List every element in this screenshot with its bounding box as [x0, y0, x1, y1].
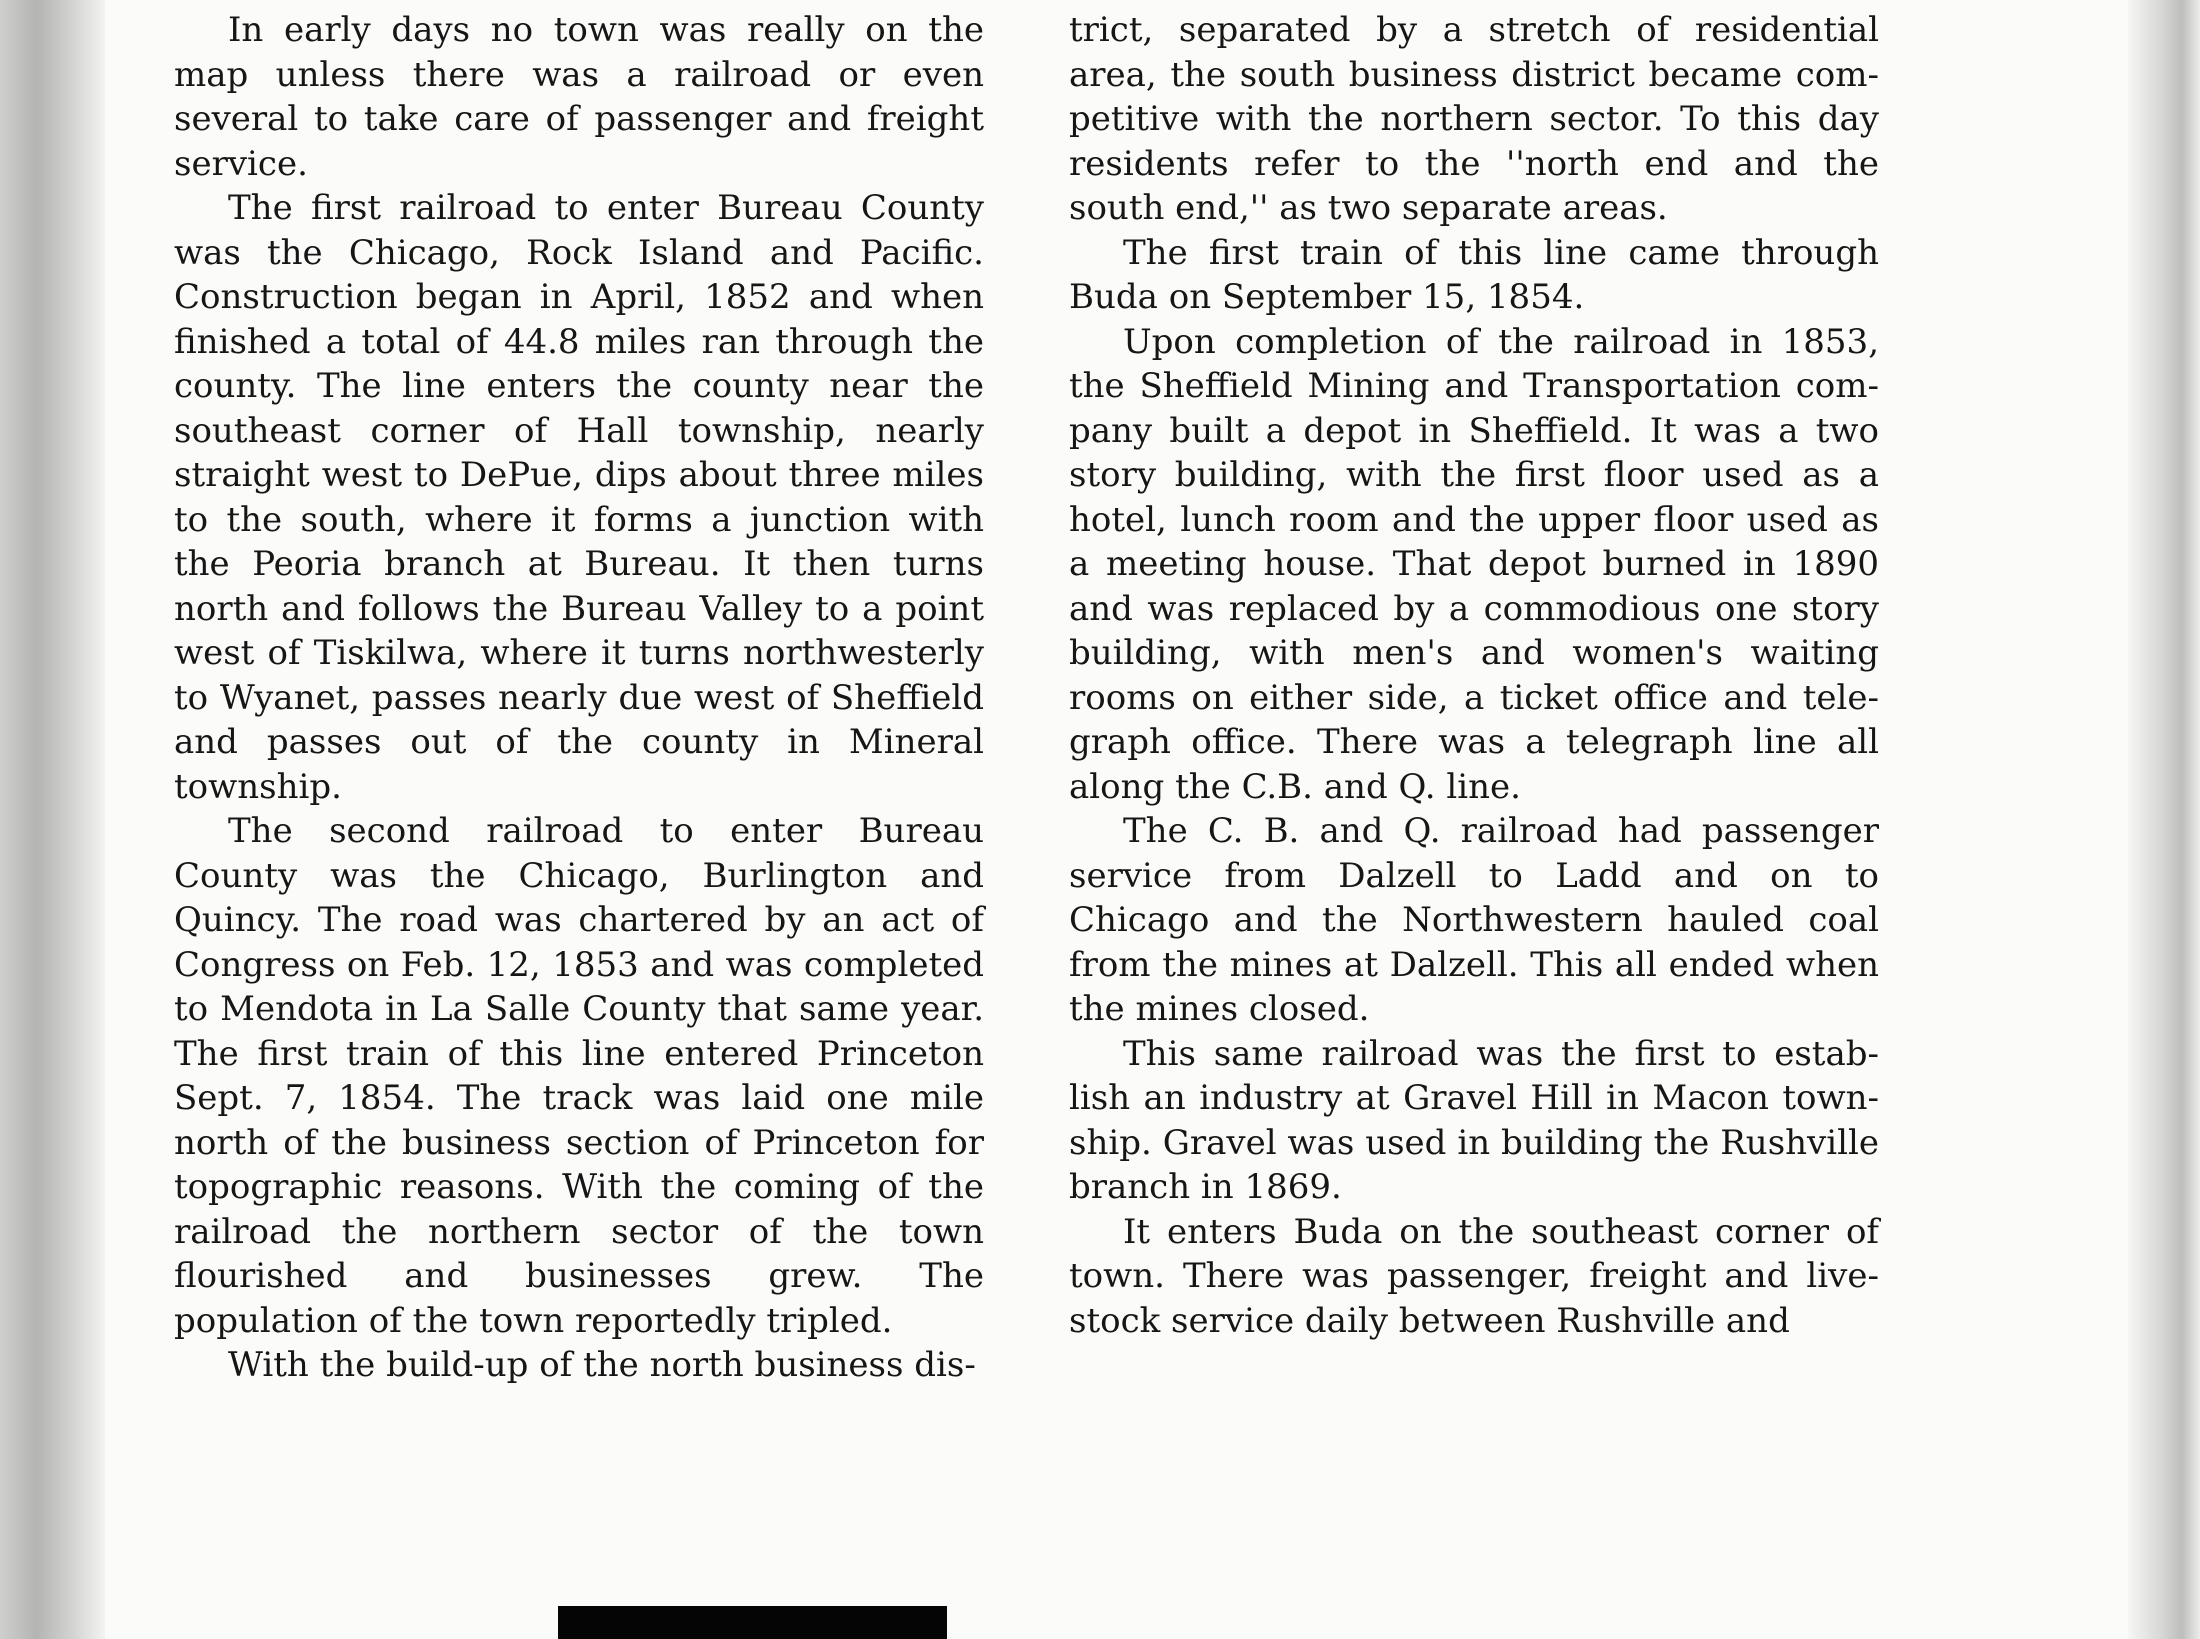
left-text-column — [174, 8, 984, 1388]
black-scan-tab — [558, 1606, 947, 1639]
right-text-column — [1069, 8, 1879, 1343]
paragraph: With the build-up of the north business dis- — [228, 1345, 976, 1385]
paragraph: The second railroad to enter Bureau County was the Chicago, Burlington and Quincy. The road was chartered by an act of Congress on Feb. 12, 1853 and was completed to Mendota in La Salle County that same year. The first train of this line entered Princeton Sept. 7, 1854. The track was laid one mile north of the business section of Princeton for topographic reasons. With the coming of the railroad the northern sector of the town flourished and businesses grew. The population of the town reportedly tripled. — [174, 811, 984, 1341]
paragraph: Upon completion of the railroad in 1853, the Sheffield Mining and Transportation company built a depot in Sheffield. It was a two story building, with the first floor used as a hotel, lunch room and the upper floor used as a meeting house. That depot burned in 1890 and was replaced by a commodious one story building, with men's and women's waiting rooms on either side, a ticket office and telegraph office. There was a telegraph line all along the C.B. and Q. line. — [1069, 321, 1879, 807]
paragraph: It enters Buda on the southeast corner of town. There was passenger, freight and livestock service daily between Rushville and — [1069, 1211, 1879, 1341]
paragraph: The first railroad to enter Bureau County was the Chicago, Rock Island and Pacific. Construction began in April, 1852 and when finished a total of 44.8 miles ran through the county. The line enters the county near the southeast corner of Hall township, nearly straight west to DePue, dips about three miles to the south, where it forms a junction with the Peoria branch at Bureau. It then turns north and follows the Bureau Valley to a point west of Tiskilwa, where it turns northwesterly to Wyanet, passes nearly due west of Sheffield and passes out of the county in Mineral township. — [174, 188, 984, 807]
paragraph-continuation: trict, separated by a stretch of residential area, the south business district became competitive with the northern sector. To this day residents refer to the ''north end and the south end,'' as two separate areas. — [1069, 10, 1879, 228]
page-binding-shadow — [0, 0, 105, 1639]
page-edge-shadow — [2128, 0, 2200, 1639]
paragraph: The C. B. and Q. railroad had passenger service from Dalzell to Ladd and on to Chicago and the Northwestern hauled coal from the mines at Dalzell. This all ended when the mines closed. — [1069, 811, 1879, 1029]
paragraph: In early days no town was really on the map unless there was a railroad or even several to take care of passenger and freight service. — [174, 10, 984, 184]
paragraph: The first train of this line came through Buda on September 15, 1854. — [1069, 232, 1879, 317]
paragraph: This same railroad was the first to establish an industry at Gravel Hill in Macon township. Gravel was used in building the Rushville branch in 1869. — [1069, 1033, 1879, 1207]
